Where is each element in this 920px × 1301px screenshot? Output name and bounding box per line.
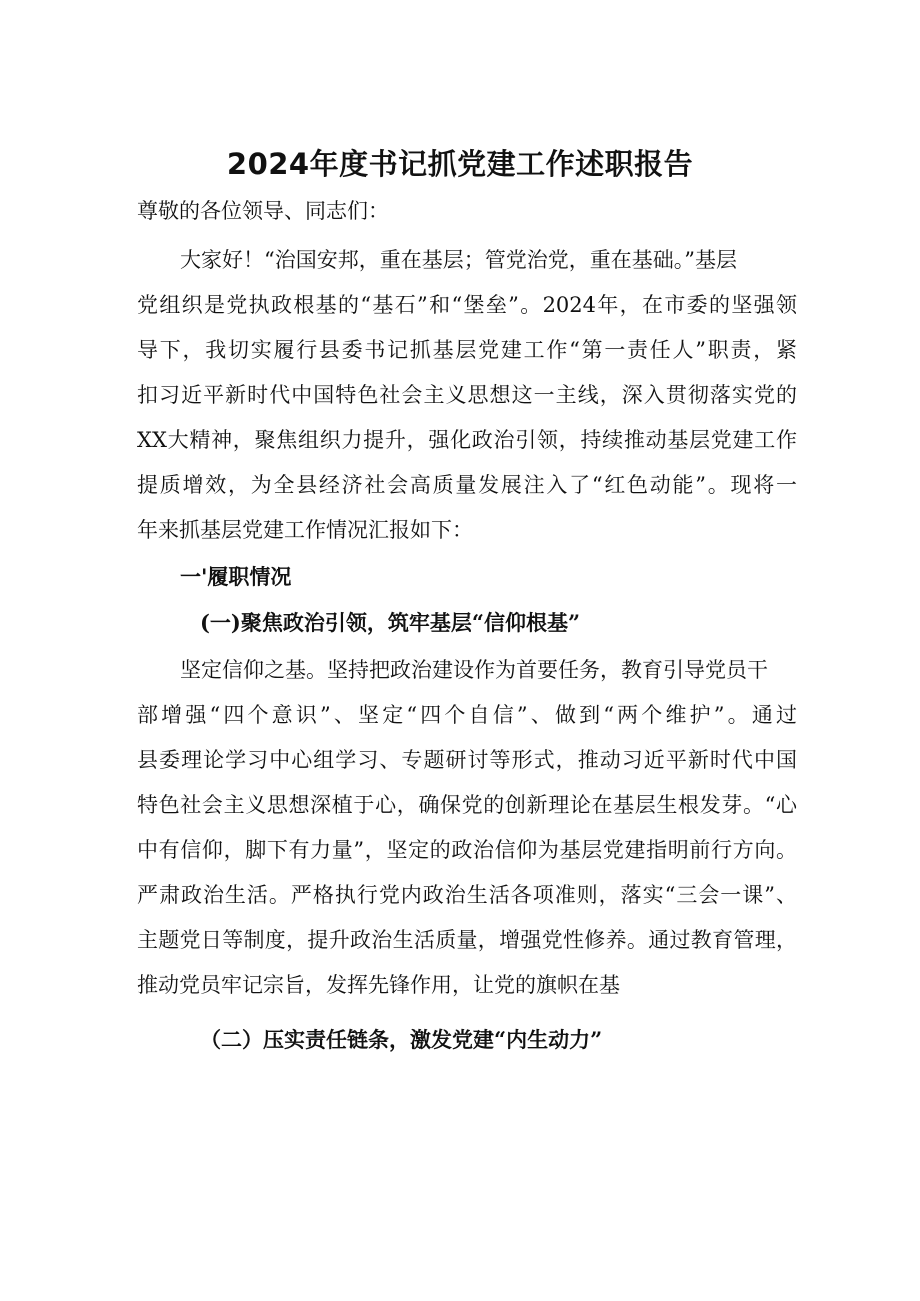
paragraph-line: 中有信仰，脚下有力量”，坚定的政治信仰为基层党建指明前行方向。 <box>137 838 797 862</box>
paragraph-line: 特色社会主义思想深植于心，确保党的创新理论在基层生根发芽。“心 <box>137 793 797 817</box>
intro-line: 年来抓基层党建工作情况汇报如下： <box>137 518 473 542</box>
intro-line: 党组织是党执政根基的“基石”和“堡垒”。2024年，在市委的坚强领 <box>137 293 797 317</box>
paragraph-line: 推动党员牢记宗旨，发挥先锋作用，让党的旗帜在基 <box>137 973 620 997</box>
paragraph-line: 主题党日等制度，提升政治生活质量，增强党性修养。通过教育管理， <box>137 928 797 952</box>
salutation: 尊敬的各位领导、同志们： <box>137 199 389 223</box>
section-heading: 一'履职情况 <box>180 564 292 589</box>
subsection-heading: （二）压实责任链条，激发党建“内生动力” <box>200 1027 603 1052</box>
subsection-heading: (一)聚焦政治引领，筑牢基层“信仰根基” <box>200 610 581 635</box>
document-title: 2024年度书记抓党建工作述职报告 <box>226 147 694 181</box>
intro-line: 提质增效，为全县经济社会高质量发展注入了“红色动能”。现将一 <box>137 473 797 497</box>
intro-line: XX大精神，聚焦组织力提升，强化政治引领，持续推动基层党建工作 <box>137 428 797 452</box>
intro-line: 大家好！“治国安邦，重在基层；管党治党，重在基础。”基层 <box>180 248 737 272</box>
intro-line: 扣习近平新时代中国特色社会主义思想这一主线，深入贯彻落实党的 <box>137 383 797 407</box>
paragraph-line: 县委理论学习中心组学习、专题研讨等形式，推动习近平新时代中国 <box>137 748 797 772</box>
paragraph-line: 严肃政治生活。严格执行党内政治生活各项准则，落实“三会一课”、 <box>137 883 797 907</box>
intro-line: 导下，我切实履行县委书记抓基层党建工作“第一责任人”职责，紧 <box>137 338 797 362</box>
paragraph-line: 坚定信仰之基。坚持把政治建设作为首要任务，教育引导党员干 <box>180 658 768 682</box>
paragraph-line: 部增强“四个意识”、坚定“四个自信”、做到“两个维护”。通过 <box>137 703 797 727</box>
